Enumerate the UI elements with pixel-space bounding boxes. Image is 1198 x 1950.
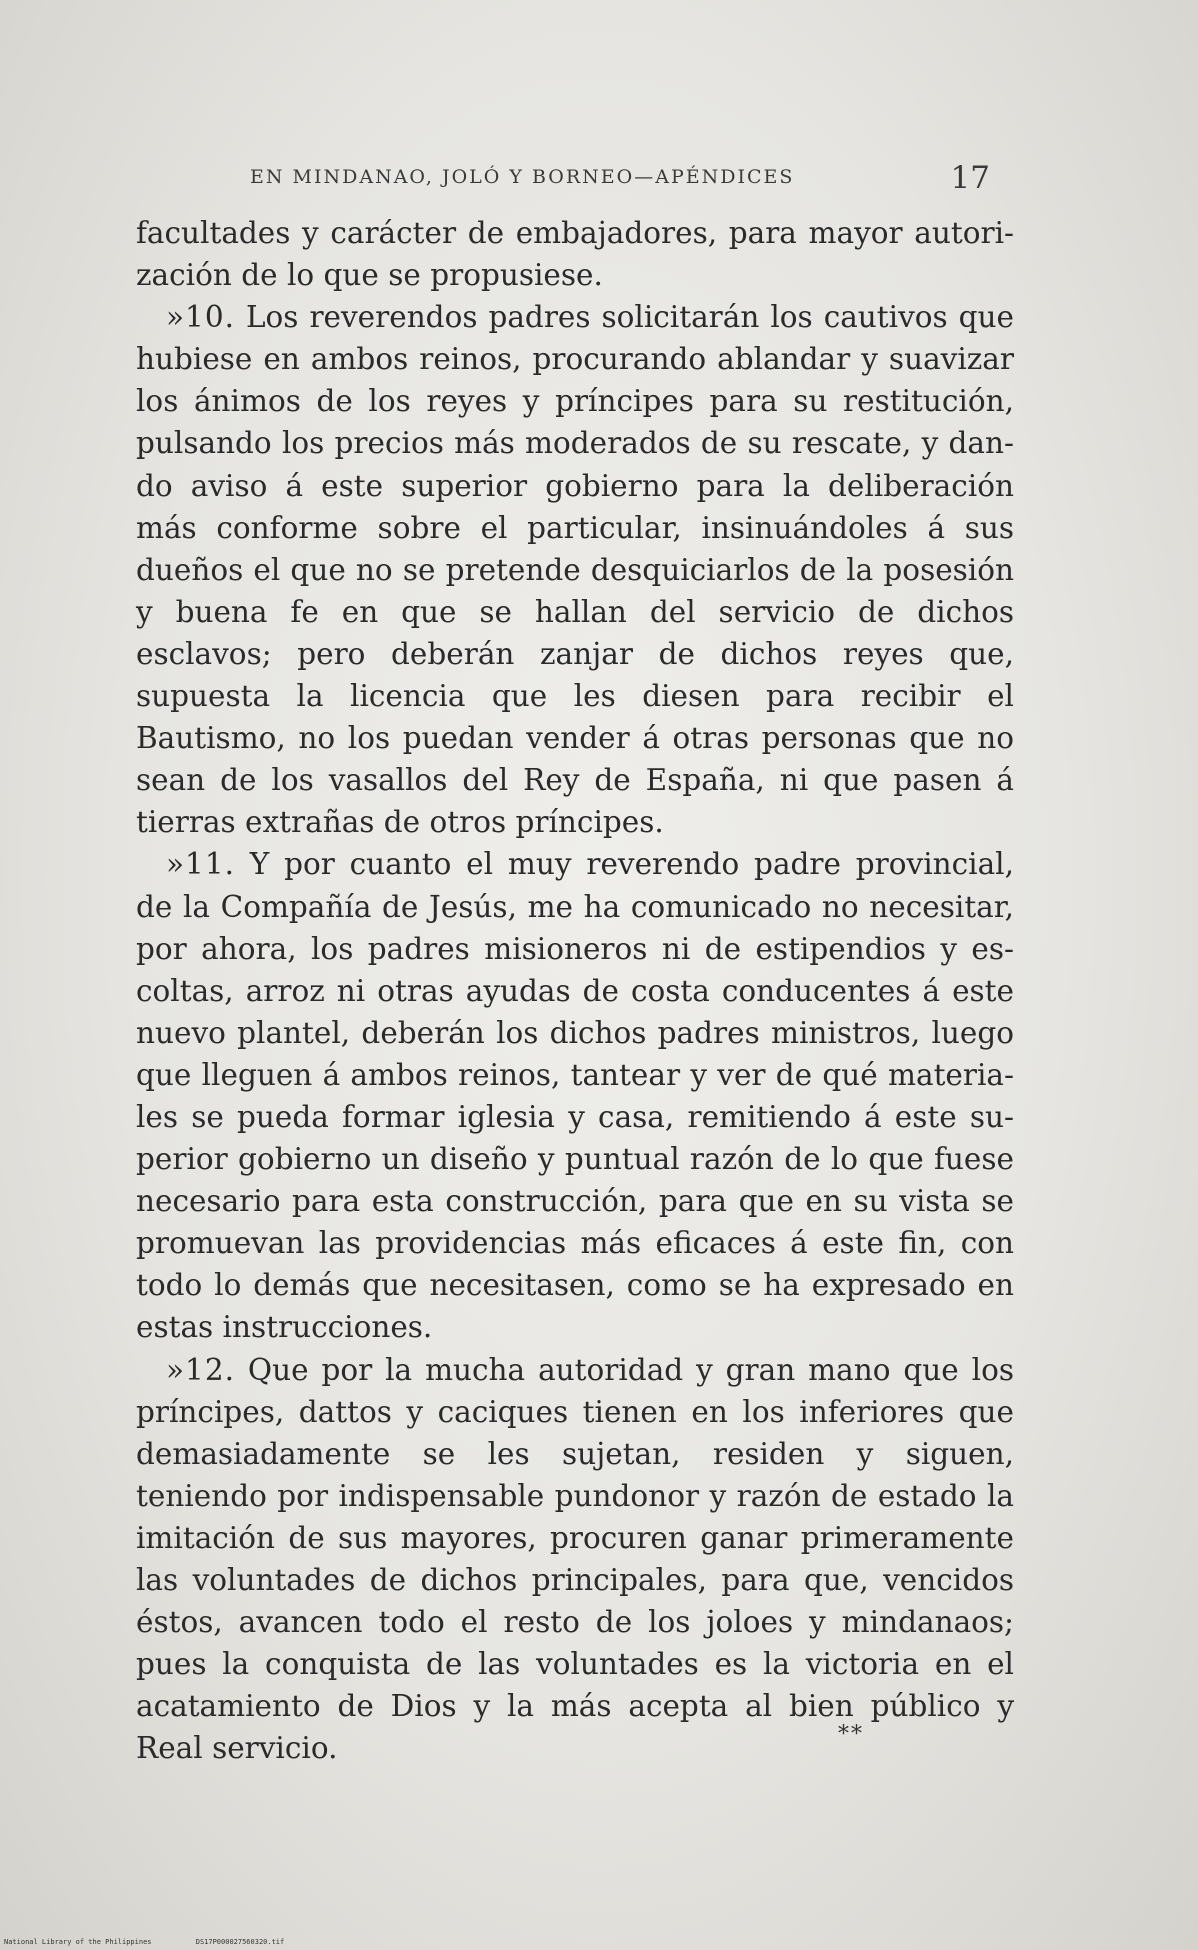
page-number: 17 xyxy=(950,160,990,196)
paragraph-text: Y por cuanto el muy reverendo padre provincial, de la Compañía de Jesús, me ha comunicado no necesitar, por ahora, los padres misioneros ni de estipendios y escoltas, arroz ni otras ayudas de costa conducentes á este nuevo plantel, deberán los dichos padres ministros, luego que lleguen á ambos reinos, tantear y ver de qué materiales se pueda formar iglesia y casa, remitiendo á este superior gobierno un diseño y puntual razón de lo que fuese necesario para esta construcción, para que en su vista se promuevan las providencias más eficaces á este fin, con todo lo demás que necesitasen, como se ha expresado en estas instrucciones. xyxy=(136,847,1014,1345)
paragraph-text: Los reverendos padres solicitarán los cautivos que hubiese en ambos reinos, procurando ablandar y suavizar los ánimos de los reyes y príncipes para su restitución, pulsando los precios más moderados de su rescate, y dando aviso á este superior gobierno para la deliberación más conforme sobre el particular, insinuándoles á sus dueños el que no se pretende desquiciarlos de la posesión y buena fe en que se hallan del servicio de dichos esclavos; pero deberán zanjar de dichos reyes que, supuesta la licencia que les diesen para recibir el Bautismo, no los puedan vender á otras personas que no sean de los vasallos del Rey de España, ni que pasen á tierras extrañas de otros príncipes. xyxy=(136,300,1014,840)
paragraph-number: »12. xyxy=(166,1352,235,1387)
paragraph-number: »11. xyxy=(166,847,235,882)
library-credit: National Library of the Philippines xyxy=(4,1938,152,1946)
paragraph-10 xyxy=(136,296,1014,843)
running-title: EN MINDANAO, JOLÓ Y BORNEO—APÉNDICES xyxy=(250,166,795,188)
section-ornament: ** xyxy=(838,1722,864,1747)
paragraph-number: »10. xyxy=(166,300,235,335)
paragraph-12 xyxy=(136,1349,1014,1770)
scan-footer xyxy=(4,1938,324,1946)
file-id: DS17P000027560320.tif xyxy=(195,1938,285,1946)
paragraph-text: Que por la mucha autoridad y gran mano que los príncipes, dattos y caciques tienen en los inferiores que demasiadamente se les sujetan, residen y siguen, teniendo por indispensable pundonor y razón de estado la imitación de sus mayores, procuren ganar primeramente las voluntades de dichos principales, para que, vencidos éstos, avancen todo el resto de los joloes y mindanaos; pues la conquista de las voluntades es la victoria en el acatamiento de Dios y la más acepta al bien público y Real servicio. xyxy=(136,1352,1014,1766)
paragraph-continuation xyxy=(136,212,1014,296)
paragraph-11 xyxy=(136,843,1014,1348)
paragraph-text: facultades y carácter de embajadores, para mayor autorización de lo que se propusiese. xyxy=(136,216,1014,293)
body-text xyxy=(136,212,1014,1769)
page-header xyxy=(250,160,990,196)
